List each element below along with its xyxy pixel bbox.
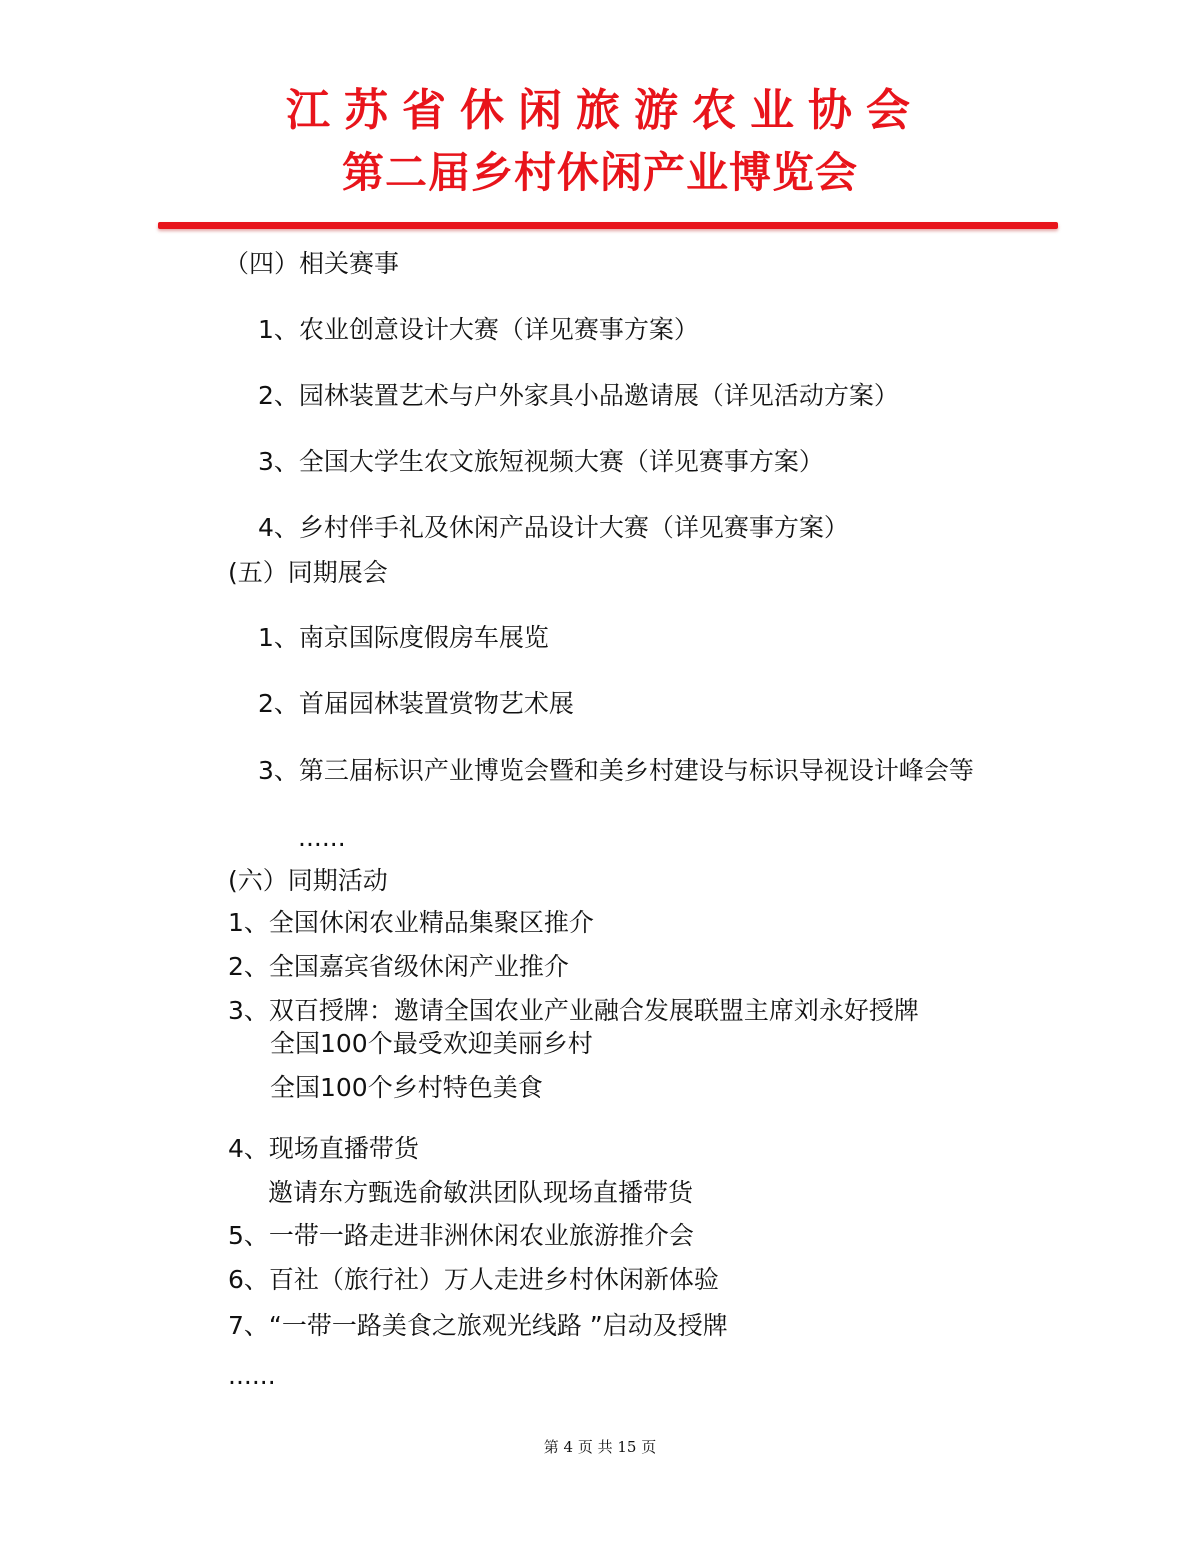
list-item: 4、现场直播带货	[228, 1134, 419, 1163]
section-heading-activities: (六）同期活动	[228, 866, 388, 895]
list-item: 2、全国嘉宾省级休闲产业推介	[228, 952, 569, 981]
section-heading-events: （四）相关赛事	[224, 249, 400, 278]
header-divider	[158, 222, 1058, 229]
list-subitem: 全国100个乡村特色美食	[270, 1073, 543, 1102]
list-item: 1、南京国际度假房车展览	[258, 623, 549, 652]
list-item: 3、全国大学生农文旅短视频大赛（详见赛事方案）	[258, 447, 824, 476]
list-item: 1、全国休闲农业精品集聚区推介	[228, 908, 594, 937]
list-ellipsis: ......	[228, 1361, 276, 1390]
list-subitem: 邀请东方甄选俞敏洪团队现场直播带货	[268, 1178, 694, 1207]
section-heading-exhibitions: (五）同期展会	[228, 558, 388, 587]
list-item: 6、百社（旅行社）万人走进乡村休闲新体验	[228, 1265, 719, 1294]
list-item: 1、农业创意设计大赛（详见赛事方案）	[258, 315, 699, 344]
list-item: 7、“一带一路美食之旅观光线路 ”启动及授牌	[228, 1311, 728, 1340]
list-item: 2、园林装置艺术与户外家具小品邀请展（详见活动方案）	[258, 381, 899, 410]
list-subitem: 全国100个最受欢迎美丽乡村	[270, 1029, 593, 1058]
list-ellipsis: ......	[298, 823, 346, 852]
list-item: 2、首届园林装置赏物艺术展	[258, 689, 574, 718]
document-title-line2: 第二届乡村休闲产业博览会	[341, 148, 858, 197]
list-item: 3、第三届标识产业博览会暨和美乡村建设与标识导视设计峰会等	[258, 756, 974, 785]
page-number: 第 4 页 共 15 页	[543, 1438, 657, 1456]
list-item: 4、乡村伴手礼及休闲产品设计大赛（详见赛事方案）	[258, 513, 849, 542]
list-item: 5、一带一路走进非洲休闲农业旅游推介会	[228, 1221, 694, 1250]
document-title-line1: 江苏省休闲旅游农业协会	[286, 85, 924, 136]
list-item: 3、双百授牌：邀请全国农业产业融合发展联盟主席刘永好授牌	[228, 996, 919, 1025]
